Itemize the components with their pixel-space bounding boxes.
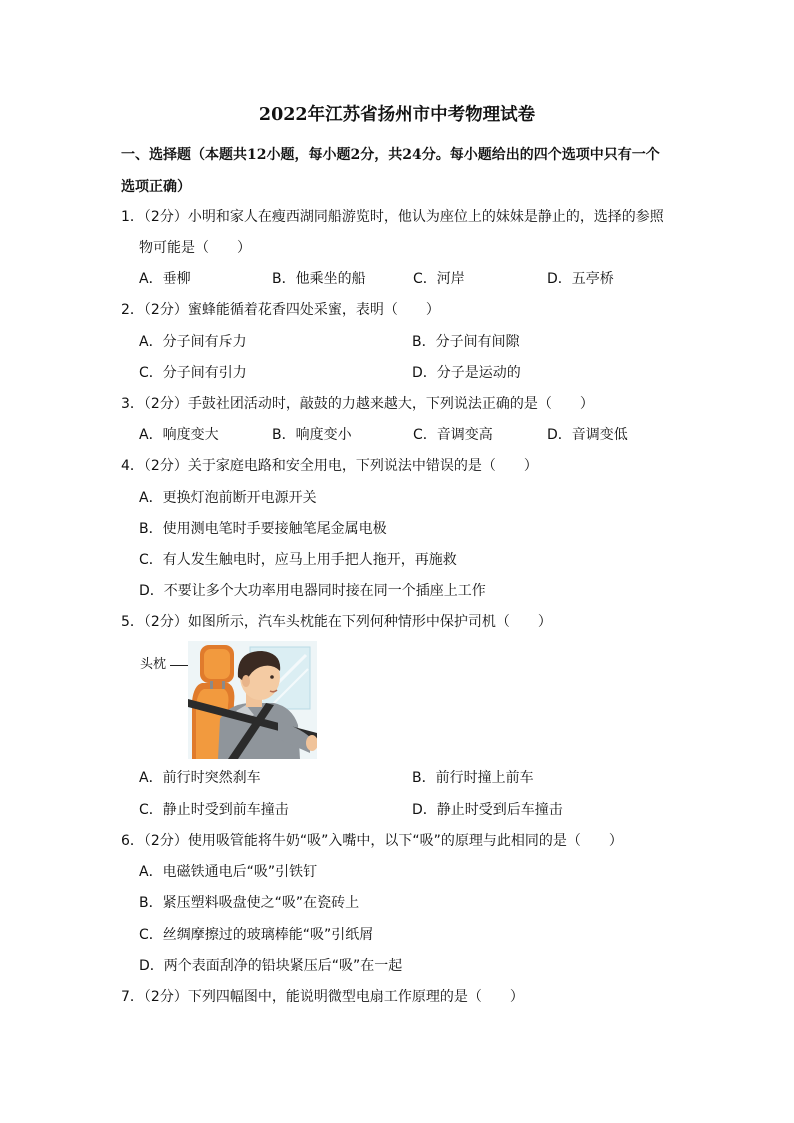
question-2-option-c[interactable]: C．分子间有引力 xyxy=(139,365,247,381)
question-1-option-b[interactable]: B．他乘坐的船 xyxy=(272,271,366,287)
question-6-stem: 6．（2分）使用吸管能将牛奶“吸”入嘴中，以下“吸”的原理与此相同的是（ ） xyxy=(121,833,623,849)
question-1-option-a[interactable]: A．垂柳 xyxy=(139,271,191,287)
question-3-option-b[interactable]: B．响度变小 xyxy=(272,427,352,443)
section-heading-line2: 选项正确） xyxy=(121,179,191,195)
question-6-option-a[interactable]: A．电磁铁通电后“吸”引铁钉 xyxy=(139,864,318,880)
question-1-stem-cont: 物可能是（ ） xyxy=(139,240,251,256)
question-4-option-b[interactable]: B．使用测电笔时手要接触笔尾金属电极 xyxy=(139,521,387,537)
question-3-stem: 3．（2分）手鼓社团活动时，敲鼓的力越来越大，下列说法正确的是（ ） xyxy=(121,396,594,412)
question-5-option-c[interactable]: C．静止时受到前车撞击 xyxy=(139,802,289,818)
question-3-option-a[interactable]: A．响度变大 xyxy=(139,427,219,443)
question-2-option-a[interactable]: A．分子间有斥力 xyxy=(139,334,247,350)
question-4-option-a[interactable]: A．更换灯泡前断开电源开关 xyxy=(139,490,317,506)
question-5-option-b[interactable]: B．前行时撞上前车 xyxy=(412,770,534,786)
question-4-stem: 4．（2分）关于家庭电路和安全用电，下列说法中错误的是（ ） xyxy=(121,458,538,474)
question-1-option-c[interactable]: C．河岸 xyxy=(413,271,465,287)
question-3-option-c[interactable]: C．音调变高 xyxy=(413,427,493,443)
question-1-stem: 1．（2分）小明和家人在瘦西湖同船游览时，他认为座位上的妹妹是静止的，选择的参照 xyxy=(121,209,664,225)
question-2-option-b[interactable]: B．分子间有间隙 xyxy=(412,334,520,350)
question-5-stem: 5．（2分）如图所示，汽车头枕能在下列何种情形中保护司机（ ） xyxy=(121,614,552,630)
question-3-option-d[interactable]: D．音调变低 xyxy=(547,427,628,443)
question-7-stem: 7．（2分）下列四幅图中，能说明微型电扇工作原理的是（ ） xyxy=(121,989,524,1005)
headrest-label: 头枕 xyxy=(140,657,167,672)
question-6-option-b[interactable]: B．紧压塑料吸盘使之“吸”在瓷砖上 xyxy=(139,895,360,911)
question-6-option-d[interactable]: D．两个表面刮净的铅块紧压后“吸”在一起 xyxy=(139,958,403,974)
question-2-stem: 2．（2分）蜜蜂能循着花香四处采蜜，表明（ ） xyxy=(121,302,440,318)
question-5-option-a[interactable]: A．前行时突然刹车 xyxy=(139,770,261,786)
question-2-option-d[interactable]: D．分子是运动的 xyxy=(412,365,521,381)
question-4-option-c[interactable]: C．有人发生触电时，应马上用手把人拖开，再施救 xyxy=(139,552,457,568)
page-title: 2022年江苏省扬州市中考物理试卷 xyxy=(258,105,536,125)
question-6-option-c[interactable]: C．丝绸摩擦过的玻璃棒能“吸”引纸屑 xyxy=(139,927,374,943)
question-5-option-d[interactable]: D．静止时受到后车撞击 xyxy=(412,802,563,818)
section-heading-line1: 一、选择题（本题共12小题，每小题2分，共24分。每小题给出的四个选项中只有一个 xyxy=(121,147,660,163)
question-1-option-d[interactable]: D．五亭桥 xyxy=(547,271,614,287)
question-4-option-d[interactable]: D．不要让多个大功率用电器同时接在同一个插座上工作 xyxy=(139,583,486,599)
driver-headrest-figure xyxy=(188,641,317,759)
